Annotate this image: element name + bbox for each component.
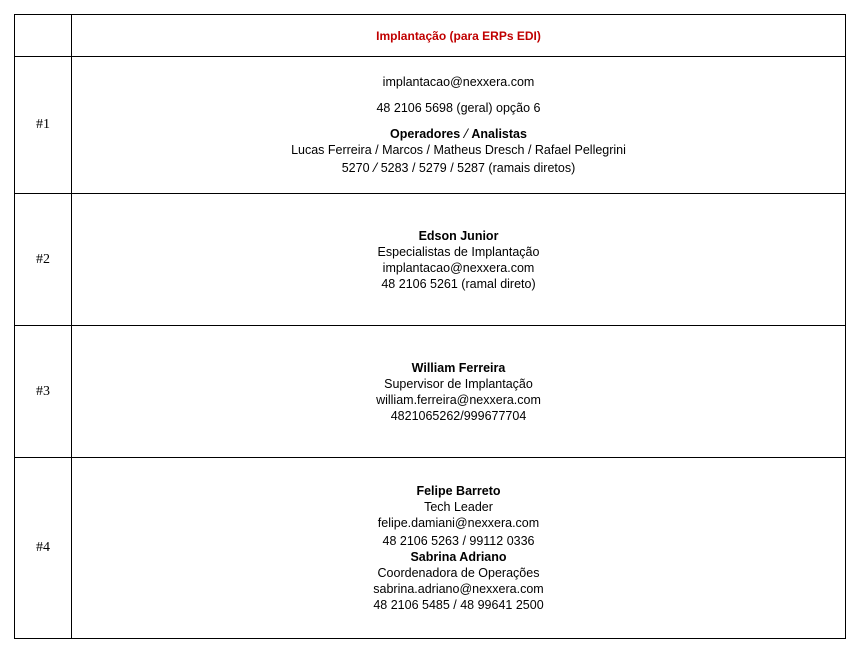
contact-phone: 48 2106 5698 (geral) opção 6: [376, 101, 541, 115]
contact-name: William Ferreira: [411, 360, 506, 375]
contact-name-secondary: Sabrina Adriano: [410, 550, 507, 564]
contacts-table: [14, 14, 846, 639]
contact-cell: [72, 194, 846, 326]
table-row: [15, 458, 846, 639]
header-title: Implantação (para ERPs EDI): [72, 15, 846, 57]
row-number: #2: [15, 194, 72, 326]
row-number: #1: [15, 57, 72, 194]
contact-cell: [72, 458, 846, 639]
header-row: [15, 15, 846, 57]
group-separator: /: [463, 126, 468, 142]
contact-name: Felipe Barreto: [416, 484, 501, 498]
contact-email-secondary[interactable]: sabrina.adriano@nexxera.com: [373, 582, 544, 596]
contact-name: Edson Junior: [418, 228, 499, 243]
extension-first: 5270: [341, 161, 370, 175]
extension-separator: /: [373, 160, 378, 176]
extensions: [72, 160, 845, 176]
contact-phone: 4821065262/999677704: [390, 408, 527, 423]
contact-email[interactable]: william.ferreira@nexxera.com: [376, 392, 541, 407]
contact-phone-secondary: 48 2106 5485 / 48 99641 2500: [373, 598, 544, 612]
contact-email[interactable]: implantacao@nexxera.com: [382, 75, 535, 89]
contact-cell: [72, 57, 846, 194]
group-title-b: Analistas: [471, 127, 527, 141]
group-title-a: Operadores: [390, 127, 461, 141]
row-number: #4: [15, 458, 72, 639]
contact-role: Especialistas de Implantação: [377, 244, 540, 259]
header-empty-cell: [15, 15, 72, 57]
contact-email[interactable]: implantacao@nexxera.com: [382, 260, 535, 275]
operator-names: Lucas Ferreira / Marcos / Matheus Dresch / Rafael Pellegrini: [291, 143, 626, 157]
contact-role: Tech Leader: [424, 500, 493, 514]
contact-role: Supervisor de Implantação: [384, 376, 533, 391]
contact-phone: 48 2106 5261 (ramal direto): [381, 276, 536, 291]
extension-rest: 5283 / 5279 / 5287 (ramais diretos): [380, 161, 576, 175]
row-number: #3: [15, 326, 72, 458]
contact-phone: 48 2106 5263 / 99112 0336: [382, 534, 535, 548]
contact-role-secondary: Coordenadora de Operações: [377, 566, 540, 580]
table-row: [15, 194, 846, 326]
table-row: [15, 57, 846, 194]
group-title: [72, 126, 845, 142]
contact-cell: [72, 326, 846, 458]
contact-email[interactable]: felipe.damiani@nexxera.com: [377, 516, 540, 530]
table-row: [15, 326, 846, 458]
